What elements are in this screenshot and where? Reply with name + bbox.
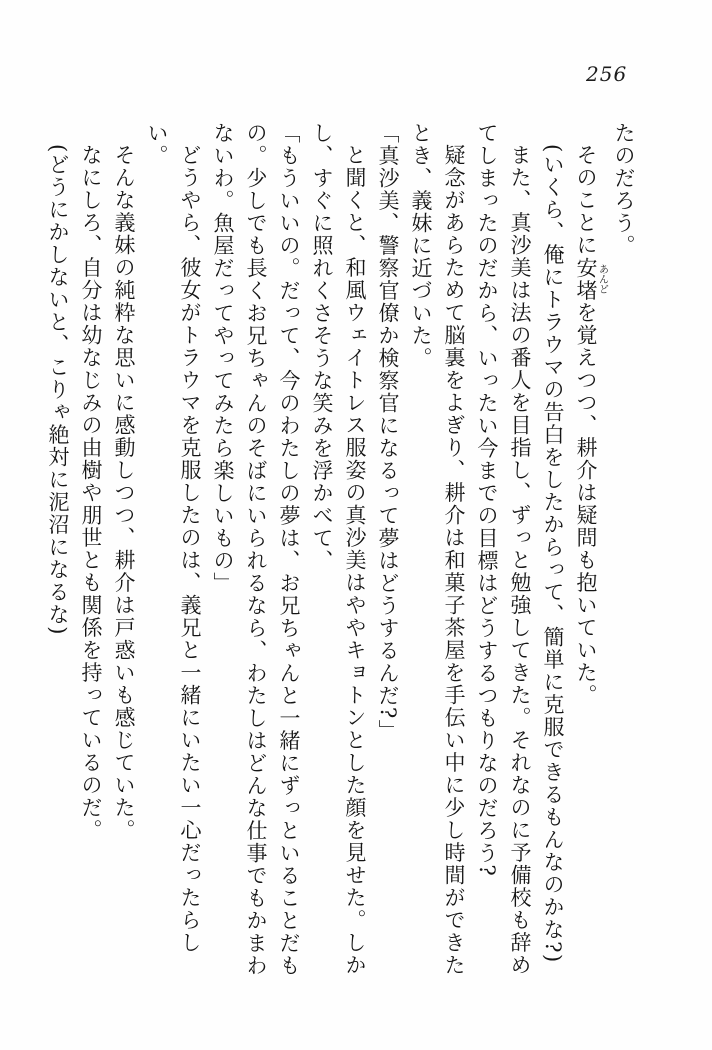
paragraph-thought: (どうにかしないと、こりゃ絶対に泥沼になるな) <box>46 144 70 636</box>
paragraph: (いくら、俺にトラウマの告白をしたからって、簡単に克服できるもんなのかな?) <box>541 144 565 964</box>
paragraph: また、真沙美は法の番人を目指し、ずっと勉強してきた。それなのに予備校も辞めてしまったのだから、いったい今までの目標はどうするつもりなのだろう? <box>475 122 532 977</box>
paragraph: どうやら、彼女がトラウマを克服したのは、義兄と一緒にいたい一心だったらしい。 <box>145 122 202 954</box>
text-run: を覚えつつ、耕介は疑問も抱いていた。 <box>574 301 598 707</box>
paragraph: なにしろ、自分は幼なじみの由樹や朋世とも関係を持っているのだ。 <box>79 144 103 842</box>
ruby-annotation <box>574 256 608 302</box>
text-run: そのことに <box>574 144 598 257</box>
paragraph-dialogue: 「真沙美、警察官僚か検察官になるって夢はどうするんだ?」 <box>376 122 400 743</box>
paragraph: と聞くと、和風ウェイトレス服姿の真沙美はややキョトンとした顔を見せた。しかし、すぐに照れくさそうな笑みを浮かべて、 <box>310 122 367 977</box>
body-text <box>41 122 640 978</box>
ruby-base: 安堵 <box>574 256 598 302</box>
paragraph: そんな義妹の純粋な思いに感動しつつ、耕介は戸惑いも感じていた。 <box>112 144 136 842</box>
paragraph-dialogue: 「もういいの。だって、今のわたしの夢は、お兄ちゃんと一緒にずっといることだもの。少しでも長くお兄ちゃんのそばにいられるなら、わたしはどんな仕事でもかまわないわ。魚屋だってやってみたら楽しいもの」 <box>211 122 301 977</box>
ruby-text: あんど <box>596 256 608 302</box>
page-number: 256 <box>586 62 628 86</box>
paragraph <box>569 122 607 978</box>
paragraph: 疑念があらためて脳裏をよぎり、耕介は和菓子茶屋を手伝い中に少し時間ができたとき、義妹に近づいた。 <box>409 122 466 977</box>
paragraph: たのだろう。 <box>612 122 636 257</box>
